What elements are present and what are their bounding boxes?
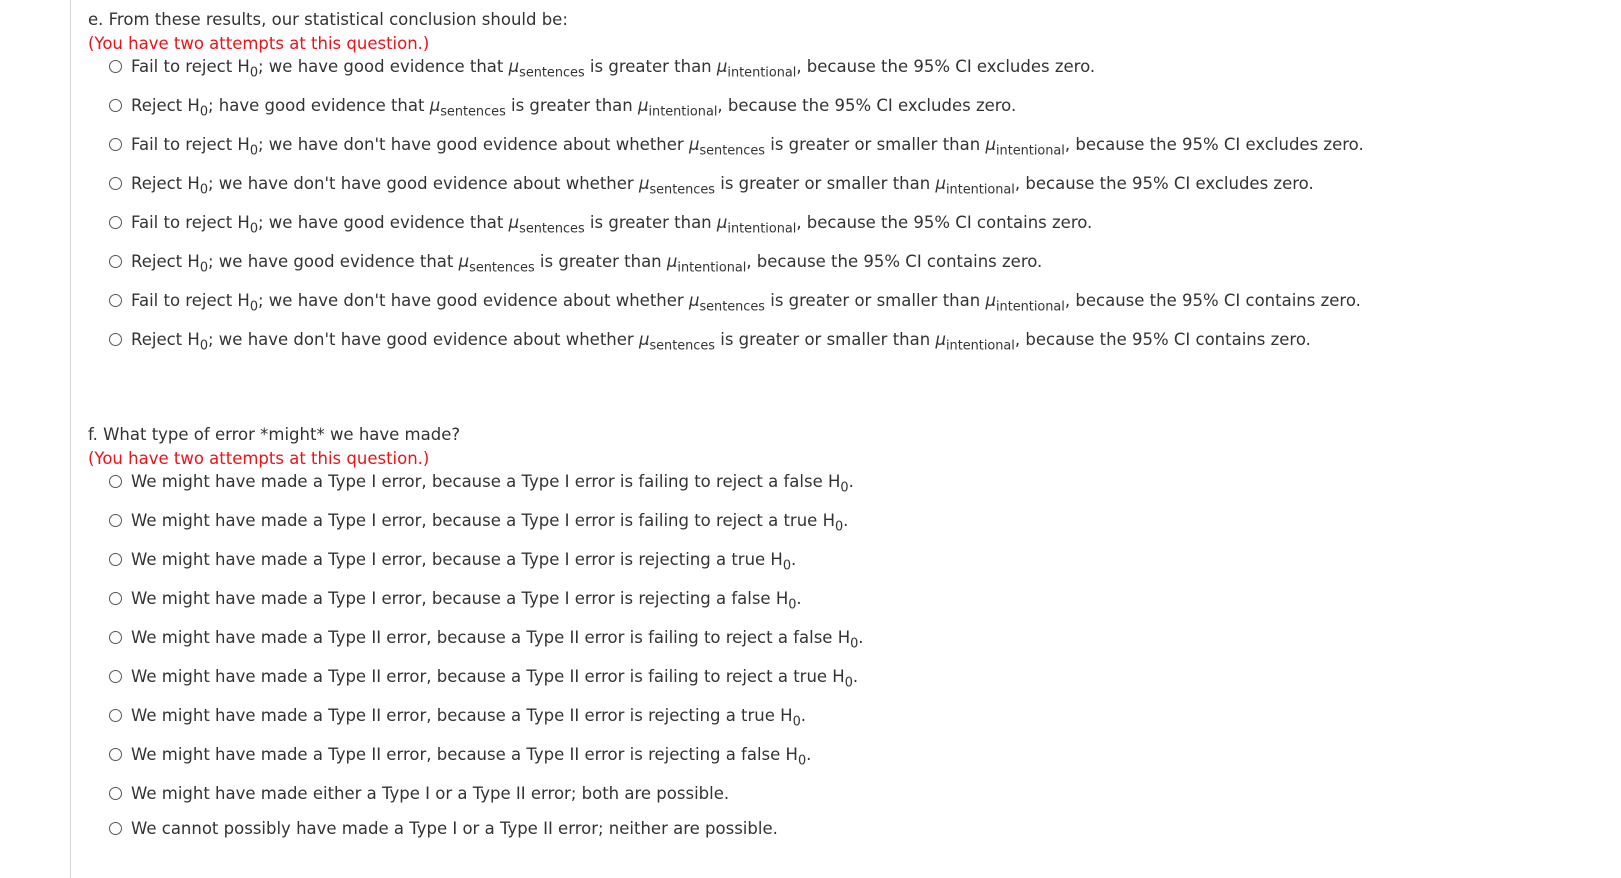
question-f [88, 423, 864, 840]
option-e-4[interactable] [109, 173, 1364, 198]
option-e-3[interactable] [109, 134, 1364, 159]
option-f-10[interactable] [109, 818, 864, 840]
option-f-1[interactable] [109, 471, 864, 496]
option-text: We might have made either a Type I or a Type II error; both are possible. [131, 784, 730, 803]
option-f-5[interactable] [109, 627, 864, 652]
radio-circle-icon[interactable] [109, 60, 122, 73]
radio-circle-icon[interactable] [109, 138, 122, 151]
option-text: Reject $H_0$; we have don't have good evidence about whether $\mu_{sentences}$ is greater or smaller than $\mu_{intentional}$, because the 95% CI excludes zero. [131, 174, 1314, 198]
radio-circle-icon[interactable] [109, 99, 122, 112]
option-text: We might have made a Type II error, because a Type II error is failing to reject a true $H_0$. [131, 667, 859, 691]
radio-circle-icon[interactable] [109, 787, 122, 800]
radio-circle-icon[interactable] [109, 177, 122, 190]
radio-circle-icon[interactable] [109, 631, 122, 644]
option-text: We might have made a Type I error, because a Type I error is rejecting a false $H_0$. [131, 589, 802, 613]
question-f-title: f. What type of error *might* we have made? [88, 425, 461, 444]
option-e-2[interactable] [109, 95, 1364, 120]
option-f-3[interactable] [109, 549, 864, 574]
option-text: We might have made a Type II error, because a Type II error is rejecting a false $H_0$. [131, 745, 812, 769]
radio-circle-icon[interactable] [109, 592, 122, 605]
option-text: Fail to reject $H_0$; we have don't have good evidence about whether $\mu_{sentences}$ is greater or smaller than $\mu_{intentional}$, because the 95% CI contains zero. [131, 291, 1361, 315]
radio-circle-icon[interactable] [109, 255, 122, 268]
option-text: Reject $H_0$; have good evidence that $\mu_{sentences}$ is greater than $\mu_{intentional}$, because the 95% CI excludes zero. [131, 96, 1017, 120]
radio-circle-icon[interactable] [109, 553, 122, 566]
option-text: Fail to reject $H_0$; we have good evidence that $\mu_{sentences}$ is greater than $\mu_{intentional}$, because the 95% CI excludes zero. [131, 57, 1096, 81]
question-e-title: e. From these results, our statistical conclusion should be: [88, 10, 568, 29]
option-text: We might have made a Type II error, because a Type II error is rejecting a true $H_0$. [131, 706, 807, 730]
radio-circle-icon[interactable] [109, 709, 122, 722]
option-text: We might have made a Type I error, because a Type I error is failing to reject a true $H_0$. [131, 511, 849, 535]
radio-circle-icon[interactable] [109, 333, 122, 346]
option-text: We cannot possibly have made a Type I or a Type II error; neither are possible. [131, 819, 778, 838]
option-text: We might have made a Type II error, because a Type II error is failing to reject a false $H_0$. [131, 628, 864, 652]
option-text: Fail to reject $H_0$; we have don't have good evidence about whether $\mu_{sentences}$ is greater or smaller than $\mu_{intentional}$, because the 95% CI excludes zero. [131, 135, 1364, 159]
question-e-attempts-note: (You have two attempts at this question.) [88, 34, 430, 53]
option-f-9[interactable] [109, 783, 864, 805]
option-e-8[interactable] [109, 329, 1364, 354]
radio-circle-icon[interactable] [109, 670, 122, 683]
option-e-7[interactable] [109, 290, 1364, 315]
content-left-border [70, 0, 71, 878]
option-text: We might have made a Type I error, because a Type I error is failing to reject a false $H_0$. [131, 472, 854, 496]
question-f-attempts-note: (You have two attempts at this question.) [88, 449, 430, 468]
option-f-4[interactable] [109, 588, 864, 613]
option-text: Fail to reject $H_0$; we have good evidence that $\mu_{sentences}$ is greater than $\mu_{intentional}$, because the 95% CI contains zero. [131, 213, 1093, 237]
radio-circle-icon[interactable] [109, 216, 122, 229]
question-e [88, 8, 1364, 354]
option-f-7[interactable] [109, 705, 864, 730]
option-f-8[interactable] [109, 744, 864, 769]
option-e-6[interactable] [109, 251, 1364, 276]
option-e-5[interactable] [109, 212, 1364, 237]
radio-circle-icon[interactable] [109, 822, 122, 835]
radio-circle-icon[interactable] [109, 294, 122, 307]
radio-circle-icon[interactable] [109, 514, 122, 527]
option-e-1[interactable] [109, 56, 1364, 81]
radio-circle-icon[interactable] [109, 748, 122, 761]
option-text: We might have made a Type I error, because a Type I error is rejecting a true $H_0$. [131, 550, 797, 574]
option-f-6[interactable] [109, 666, 864, 691]
option-text: Reject $H_0$; we have don't have good evidence about whether $\mu_{sentences}$ is greater or smaller than $\mu_{intentional}$, because the 95% CI contains zero. [131, 330, 1311, 354]
radio-circle-icon[interactable] [109, 475, 122, 488]
option-text: Reject $H_0$; we have good evidence that $\mu_{sentences}$ is greater than $\mu_{intentional}$, because the 95% CI contains zero. [131, 252, 1043, 276]
option-f-2[interactable] [109, 510, 864, 535]
